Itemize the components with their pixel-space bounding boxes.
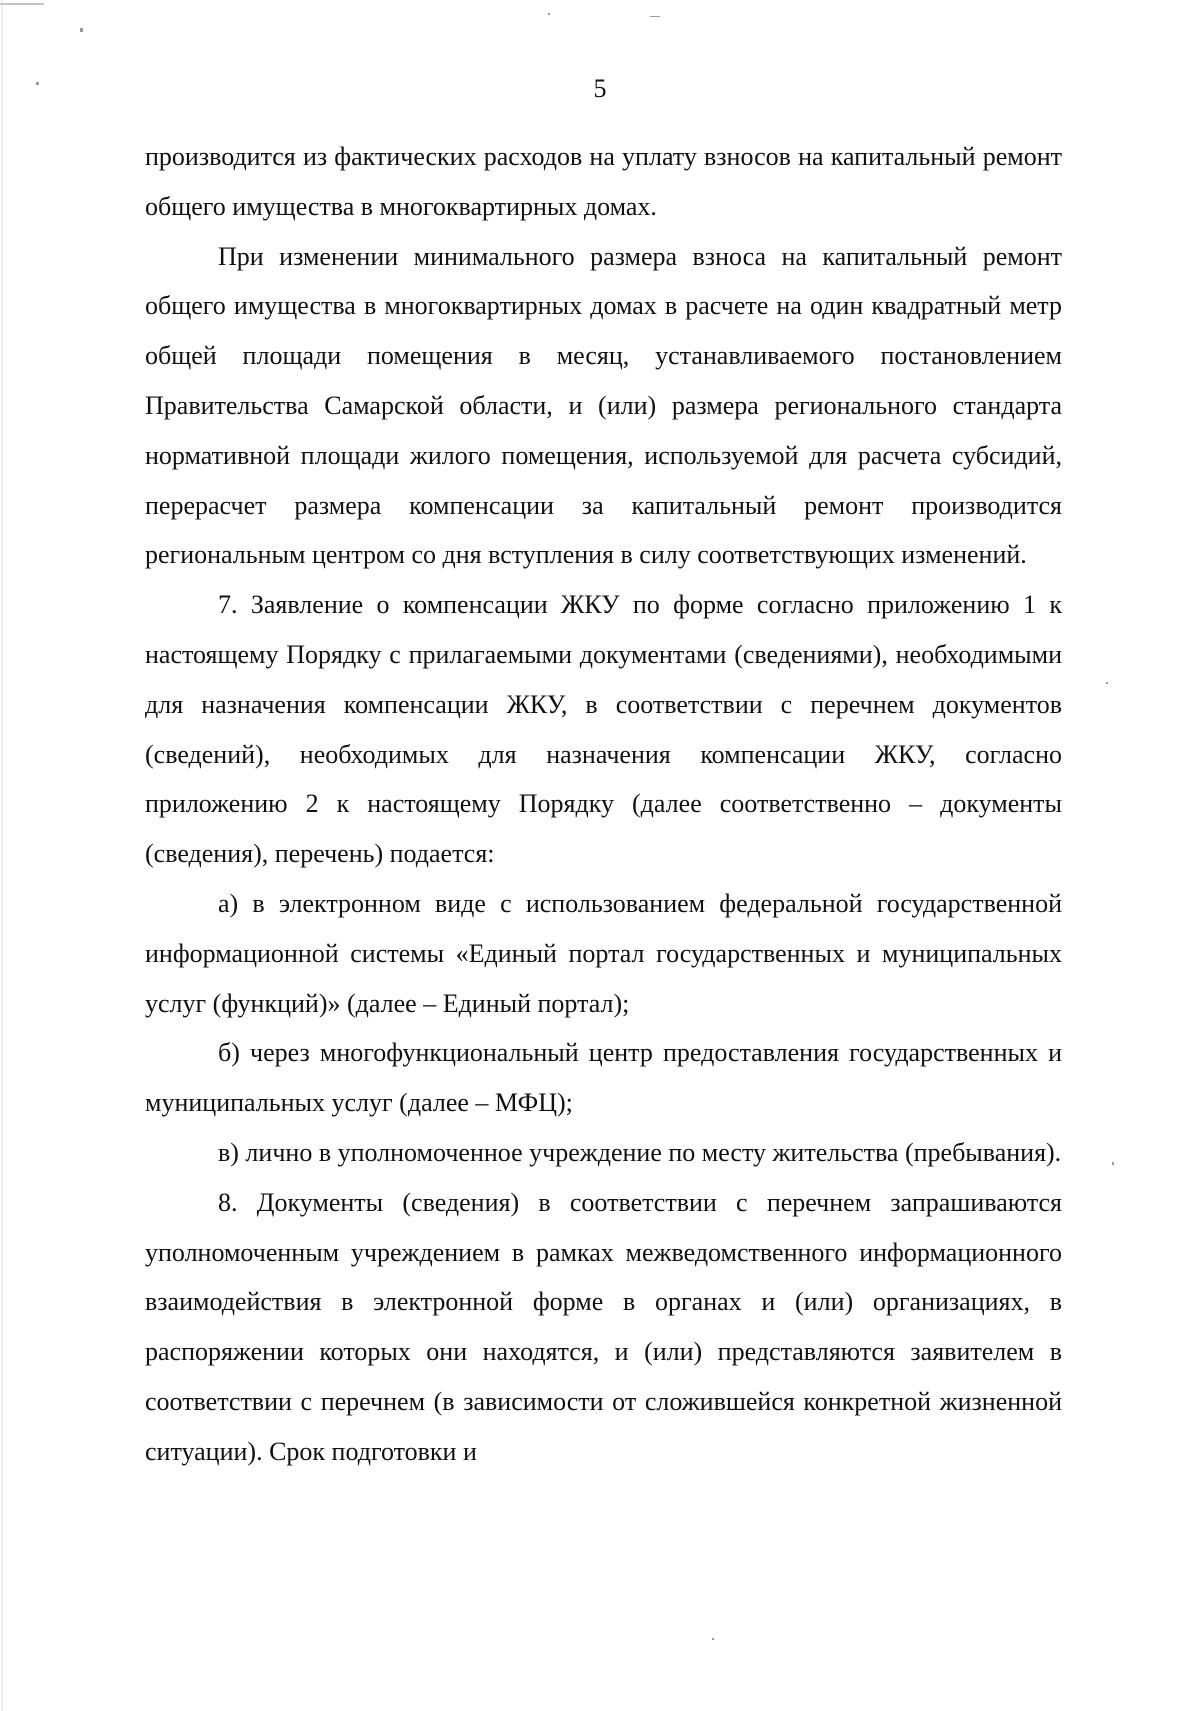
paragraph-continuation: производится из фактических расходов на уплату взносов на капитальный ремонт общего имущества в многоквартирных домах. — [145, 142, 1062, 221]
page-number: 5 — [593, 74, 607, 103]
paragraph-subitem-b: б) через многофункциональный центр предоставления государственных и муниципальных услуг (далее – МФЦ); — [145, 1038, 1062, 1118]
paragraph-item-7: 7. Заявление о компенсации ЖКУ по форме согласно приложению 1 к настоящему Порядку с прилагаемыми документами (сведениями), необходимыми для назначения компенсации ЖКУ, в соответствии с перечнем документов (сведений), необходимых для назначения компенсации ЖКУ, согласно приложению 2 к настоящему Порядку (далее соответственно – документы (сведения), перечень) подается: — [145, 590, 1062, 869]
scan-speck — [548, 13, 550, 15]
paragraph-subitem-a: а) в электронном виде с использованием федеральной государственной информационной системы «Единый портал государственных и муниципальных услуг (функций)» (далее – Единый портал); — [145, 888, 1062, 1018]
scan-speck — [1112, 1162, 1114, 1165]
scan-speck — [80, 28, 83, 32]
scan-speck — [1106, 682, 1108, 684]
paragraph-subitem-v: в) лично в уполномоченное учреждение по месту жительства (пребывания). — [218, 1137, 1062, 1167]
paragraph-recalculation: При изменении минимального размера взноса на капитальный ремонт общего имущества в многоквартирных домах в расчете на один квадратный метр общей площади помещения в месяц, устанавливаемого постановлением Правительства Самарской области, и (или) размера регионального стандарта нормативной площади жилого помещения, используемой для расчета субсидий, перерасчет размера компенсации за капитальный ремонт производится региональным центром со дня вступления в силу соответствующих изменений. — [145, 241, 1062, 570]
paragraph-item-8: 8. Документы (сведения) в соответствии с перечнем запрашиваются уполномоченным учреждением в рамках межведомственного информационного взаимодействия в электронной форме в органах и (или) организациях, в распоряжении которых они находятся, и (или) представляются заявителем в соответствии с перечнем (в зависимости от сложившейся конкретной жизненной ситуации). Срок подготовки и — [145, 1187, 1062, 1466]
document-body — [145, 132, 1062, 1477]
scan-speck — [650, 16, 660, 17]
scan-speck — [712, 1638, 714, 1640]
